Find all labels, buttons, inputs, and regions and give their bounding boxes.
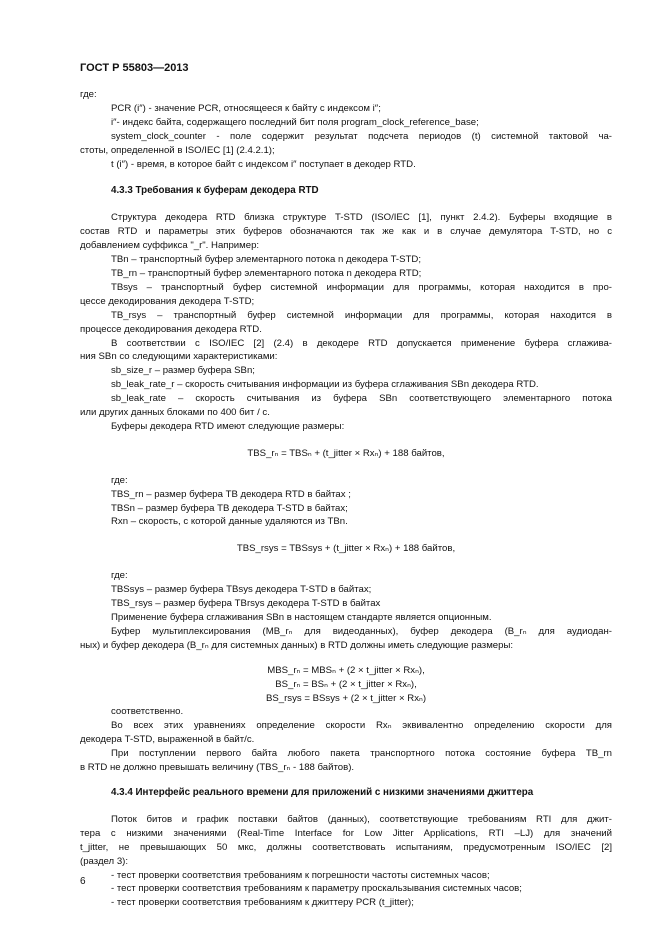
text-line: t_jitter, не превышающих 50 мкс, должны соответствовать испытаниям, предусмотренным ISO/IEC [2] bbox=[80, 841, 612, 853]
text-line: Буферы декодера RTD имеют следующие размеры: bbox=[111, 420, 345, 432]
text-line: или других данных блоками по 400 бит / с. bbox=[80, 407, 270, 419]
text-line: где: bbox=[111, 474, 128, 486]
formula: BS_rₙ = BSₙ + (2 × t_jitter × Rxₙ), bbox=[275, 678, 417, 690]
formula: MBS_rₙ = MBSₙ + (2 × t_jitter × Rxₙ), bbox=[267, 664, 425, 676]
text-line: TBn – транспортный буфер элементарного потока n декодера T-STD; bbox=[111, 254, 421, 266]
text-line: состав RTD и параметры этих буферов обозначаются так же как и в случае демулятора T-STD, но с bbox=[80, 226, 612, 238]
formula: BS_rsys = BSsys + (2 × t_jitter × Rxₙ) bbox=[265, 692, 427, 704]
text-line: декодера T-STD, выраженной в байт/с. bbox=[80, 734, 255, 746]
text-line: ных) и буфер декодера (B_rₙ для системных данных) в RTD должны иметь следующие размеры: bbox=[80, 639, 514, 651]
text-line: TB_rsys – транспортный буфер системной информации для программы, которая находится в bbox=[111, 309, 612, 321]
text-line: TBS_rn – размер буфера TB декодера RTD в байтах ; bbox=[111, 488, 351, 500]
text-line: TBSsys – размер буфера TBsys декодера T-STD в байтах; bbox=[111, 584, 372, 596]
formula: TBS_rsys = TBSsys + (t_jitter × Rxₙ) + 188 байтов, bbox=[236, 543, 456, 555]
text-line: стоты, определенной в ISO/IEC [1] (2.4.2.1); bbox=[80, 144, 275, 156]
text-line: (раздел 3): bbox=[80, 855, 129, 867]
text-line: sb_size_r – размер буфера SBn; bbox=[111, 365, 255, 377]
text-line: соответственно. bbox=[111, 706, 184, 718]
text-line: Rxn – скорость, с которой данные удаляются из TBn. bbox=[111, 516, 348, 528]
text-line: Буфер мультиплексирования (MB_rₙ для видеоданных), буфер декодера (B_rₙ для аудиодан- bbox=[111, 625, 612, 637]
list-item: - тест проверки соответствия требованиям к погрешности частоты системных часов; bbox=[111, 869, 490, 881]
page-number: 6 bbox=[80, 876, 86, 887]
section-heading-4-3-4: 4.3.4 Интерфейс реального времени для приложений с низкими значениями джиттера bbox=[111, 786, 534, 798]
text-line: sb_leak_rate_r – скорость считывания информации из буфера сглаживания SBn декодера RTD. bbox=[111, 379, 539, 391]
text-line: в RTD не должно превышать величину (TBS_rₙ - 188 байтов). bbox=[80, 762, 355, 774]
text-line: Во всех этих уравнениях определение скорости Rxₙ эквивалентно определению скорости для bbox=[111, 720, 612, 732]
text-line: добавлением суффикса "_r". Например: bbox=[80, 240, 260, 252]
text-line: TBsys – транспортный буфер системной информации для программы, которая находится в про- bbox=[111, 281, 612, 293]
formula: TBS_rₙ = TBSₙ + (t_jitter × Rxₙ) + 188 байтов, bbox=[247, 447, 445, 459]
text-line: Применение буфера сглаживания SBn в настоящем стандарте является опционным. bbox=[111, 612, 492, 623]
text-line: ния SBn со следующими характеристиками: bbox=[80, 351, 278, 363]
text-line: TBS_rsys – размер буфера TBrsys декодера T-STD в байтах bbox=[111, 598, 381, 610]
text-line: процессе декодирования декодера RTD. bbox=[80, 323, 262, 335]
text-line: При поступлении первого байта любого пакета транспортного потока состояние буфера TB_rn bbox=[111, 748, 612, 760]
text-line: system_clock_counter - поле содержит результат подсчета периодов (t) системной тактовой ча- bbox=[111, 130, 612, 142]
document-body bbox=[80, 88, 612, 910]
section-heading-4-3-3: 4.3.3 Требования к буферам декодера RTD bbox=[111, 185, 319, 197]
document-header: ГОСТ Р 55803—2013 bbox=[80, 62, 189, 74]
list-item: - тест проверки соответствия требованиям к параметру проскальзывания системных часов; bbox=[111, 883, 522, 895]
text-line: TBSn – размер буфера TB декодера T-STD в байтах; bbox=[111, 502, 348, 514]
text-line: PCR (i″) - значение PCR, относящееся к байту с индексом i″; bbox=[111, 102, 381, 114]
text-line: t (i″) - время, в которое байт с индексом i″ поступает в декодер RTD. bbox=[111, 158, 416, 170]
text-line: Поток битов и график поставки байтов (данных), соответствующие требованиям RTI для джит- bbox=[111, 813, 612, 825]
text-line: где: bbox=[80, 89, 97, 100]
text-line: цессе декодирования декодера T-STD; bbox=[80, 295, 255, 307]
text-line: В соответствии с ISO/IEC [2] (2.4) в декодере RTD допускается применение буфера сглажива- bbox=[111, 337, 612, 349]
list-item: - тест проверки соответствия требованиям к джиттеру PCR (t_jitter); bbox=[111, 897, 414, 909]
text-line: Структура декодера RTD близка структуре T-STD (ISO/IEC [1], пункт 2.4.2). Буферы входящие в bbox=[111, 212, 612, 224]
text-line: TB_rn – транспортный буфер элементарного потока n декодера RTD; bbox=[111, 267, 422, 279]
text-line: i″- индекс байта, содержащего последний бит поля program_clock_reference_base; bbox=[111, 116, 479, 128]
text-line: sb_leak_rate – скорость считывания из буфера SBn соответствующего элементарного потока bbox=[111, 393, 612, 405]
text-line: где: bbox=[111, 570, 128, 582]
text-line: тера с низкими значениями (Real-Time Interface for Low Jitter Applications, RTI –LJ) для значений bbox=[80, 827, 612, 839]
